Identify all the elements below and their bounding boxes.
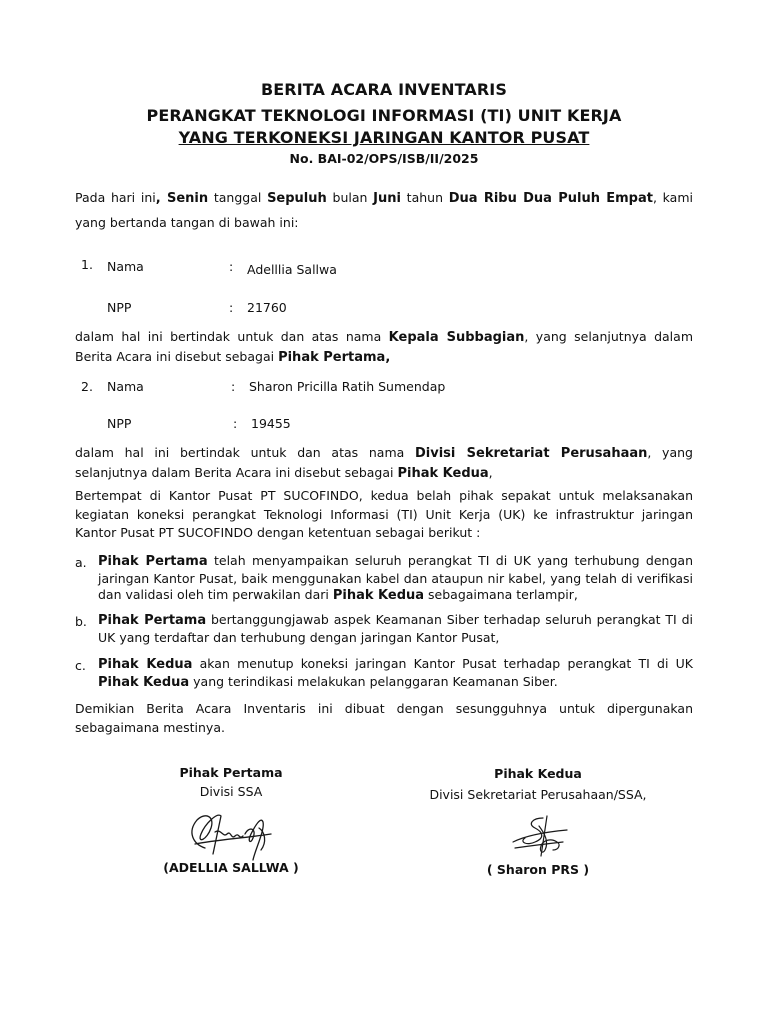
sig-right-division: Divisi Sekretariat Perusahaan/SSA, xyxy=(429,787,647,802)
item-a-letter: a. xyxy=(75,555,87,570)
party2-name-colon: : xyxy=(231,379,236,394)
signature-left-image xyxy=(175,798,285,868)
party1-number: 1. xyxy=(81,257,93,272)
party1-name-colon: : xyxy=(229,259,234,274)
doc-title-line-3-text: YANG TERKONEKSI JARINGAN KANTOR PUSAT xyxy=(178,128,590,147)
item-c-letter: c. xyxy=(75,658,86,673)
party2-description: dalam hal ini bertindak untuk dan atas nama Divisi Sekretariat Perusahaan, yang selanjutnya dalam Berita Acara ini disebut sebagai Pihak Kedua, xyxy=(75,445,693,481)
party2-name-value: Sharon Pricilla Ratih Sumendap xyxy=(249,379,446,394)
intro-paragraph: Pada hari ini, Senin tanggal Sepuluh bulan Juni tahun Dua Ribu Dua Puluh Empat, kami yang bertanda tangan di bawah ini: xyxy=(75,190,693,230)
party1-description: dalam hal ini bertindak untuk dan atas nama Kepala Subbagian, yang selanjutnya dalam Berita Acara ini disebut sebagai Pihak Pertama, xyxy=(75,329,693,365)
doc-number: No. BAI-02/OPS/ISB/II/2025 xyxy=(289,151,479,166)
party1-npp-value: 21760 xyxy=(247,300,287,315)
signature-right-image xyxy=(505,812,575,860)
party2-npp-label: NPP xyxy=(107,416,132,431)
item-b-letter: b. xyxy=(75,614,87,629)
sig-left-division: Divisi SSA xyxy=(199,784,263,799)
party1-name-value: Adelllia Sallwa xyxy=(247,262,337,277)
doc-title-line-2: PERANGKAT TEKNOLOGI INFORMASI (TI) UNIT KERJA xyxy=(146,106,622,125)
item-a-text: Pihak Pertama telah menyampaikan seluruh perangkat TI di UK yang terhubung dengan jaringan Kantor Pusat, baik menggunakan kabel dan ataupun nir kabel, yang telah di verifikasi dan validasi oleh tim perwakilan dari Pihak Kedua sebagaimana terlampir, xyxy=(98,553,694,603)
party2-npp-colon: : xyxy=(233,416,238,431)
sig-left-name: (ADELLIA SALLWA ) xyxy=(163,860,299,875)
sig-left-title: Pihak Pertama xyxy=(179,765,283,780)
party1-name-label: Nama xyxy=(107,259,144,274)
party2-npp-value: 19455 xyxy=(251,416,291,431)
party1-npp-label: NPP xyxy=(107,300,132,315)
doc-title-line-1: BERITA ACARA INVENTARIS xyxy=(260,80,507,99)
sig-right-title: Pihak Kedua xyxy=(494,766,582,781)
party1-npp-colon: : xyxy=(229,300,234,315)
doc-title-line-3 xyxy=(0,128,768,147)
party2-name-label: Nama xyxy=(107,379,144,394)
sig-right-name: ( Sharon PRS ) xyxy=(486,862,590,877)
item-b-text: Pihak Pertama bertanggungjawab aspek Keamanan Siber terhadap seluruh perangkat TI di UK yang terdaftar dan terhubung dengan jaringan Kantor Pusat, xyxy=(98,612,693,645)
party2-number: 2. xyxy=(81,379,93,394)
agreement-paragraph: Bertempat di Kantor Pusat PT SUCOFINDO, kedua belah pihak sepakat untuk melaksanakan kegiatan koneksi perangkat Teknologi Informasi (TI) Unit Kerja (UK) ke infrastruktur jaringan Kantor Pusat PT SUCOFINDO dengan ketentuan sebagai berikut : xyxy=(75,488,693,540)
item-c-text: Pihak Kedua akan menutup koneksi jaringan Kantor Pusat terhadap perangkat TI di UK Pihak Kedua yang terindikasi melakukan pelanggaran Keamanan Siber. xyxy=(98,656,693,690)
closing-paragraph: Demikian Berita Acara Inventaris ini dibuat dengan sesungguhnya untuk dipergunakan sebagaimana mestinya. xyxy=(75,701,693,735)
